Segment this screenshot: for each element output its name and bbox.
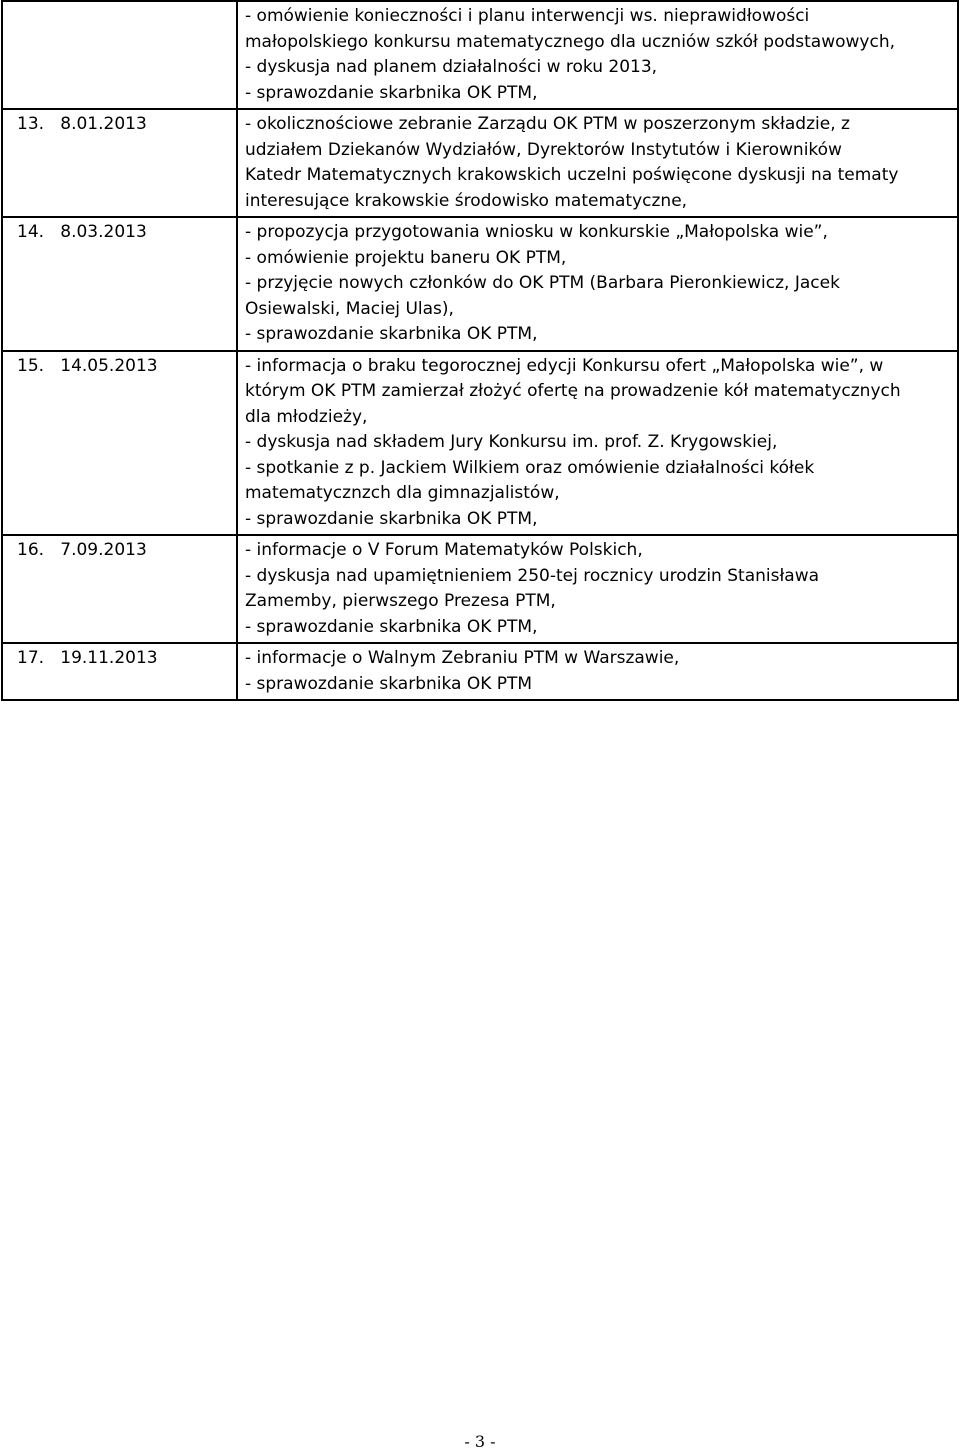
agenda-line: Katedr Matematycznych krakowskich uczelni poświęcone dyskusji na tematy [245, 165, 899, 185]
agenda-line: interesujące krakowskie środowisko matematyczne, [245, 190, 688, 211]
agenda-line: - informacja o braku tegorocznej edycji Konkursu ofert „Małopolska wie”, w [245, 355, 884, 376]
agenda-line: matematycznzch dla gimnazjalistów, [245, 483, 560, 503]
agenda-line: - sprawozdanie skarbnika OK PTM [245, 673, 533, 694]
meeting-agenda [237, 217, 958, 351]
meeting-date: 16. 7.09.2013 [2, 535, 237, 643]
agenda-line: - okolicznościowe zebranie Zarządu OK PTM w poszerzonym składzie, z [245, 114, 850, 134]
agenda-line: - sprawozdanie skarbnika OK PTM, [245, 616, 538, 637]
agenda-line: - sprawozdanie skarbnika OK PTM, [245, 82, 538, 103]
table-row [2, 217, 958, 351]
agenda-line: - dyskusja nad składem Jury Konkursu im. prof. Z. Krygowskiej, [245, 432, 778, 452]
meeting-agenda [237, 643, 958, 700]
meeting-date: 15. 14.05.2013 [2, 351, 237, 536]
meeting-agenda [237, 535, 958, 643]
agenda-line: - dyskusja nad planem działalności w roku 2013, [245, 57, 658, 77]
meeting-agenda [237, 109, 958, 217]
agenda-line: małopolskiego konkursu matematycznego dla uczniów szkół podstawowych, [245, 31, 896, 52]
agenda-line: - informacje o V Forum Matematyków Polskich, [245, 540, 643, 560]
table-row [2, 1, 958, 109]
table-row [2, 643, 958, 700]
meeting-date: 14. 8.03.2013 [2, 217, 237, 351]
agenda-line: - omówienie konieczności i planu interwencji ws. nieprawidłowości [245, 6, 810, 26]
meeting-date: 17. 19.11.2013 [2, 643, 237, 700]
agenda-line: - sprawozdanie skarbnika OK PTM, [245, 508, 538, 529]
agenda-line: - spotkanie z p. Jackiem Wilkiem oraz omówienie działalności kółek [245, 457, 815, 478]
meeting-agenda [237, 351, 958, 536]
agenda-line: - sprawozdanie skarbnika OK PTM, [245, 324, 538, 344]
table-row [2, 109, 958, 217]
table-row [2, 351, 958, 536]
page-number: - 3 - [464, 1432, 496, 1451]
meeting-date: 13. 8.01.2013 [2, 109, 237, 217]
agenda-line: Osiewalski, Maciej Ulas), [245, 298, 454, 319]
agenda-line: którym OK PTM zamierzał złożyć ofertę na prowadzenie kół matematycznych [245, 381, 901, 401]
agenda-line: - dyskusja nad upamiętnieniem 250-tej rocznicy urodzin Stanisława [245, 565, 820, 586]
agenda-line: - informacje o Walnym Zebraniu PTM w Warszawie, [245, 648, 680, 668]
agenda-line: - omówienie projektu baneru OK PTM, [245, 247, 567, 268]
agenda-line: Zamemby, pierwszego Prezesa PTM, [245, 591, 556, 611]
meeting-agenda [237, 1, 958, 109]
meeting-date [2, 1, 237, 109]
agenda-line: udziałem Dziekanów Wydziałów, Dyrektorów Instytutów i Kierowników [245, 139, 842, 160]
agenda-line: dla młodzieży, [245, 406, 368, 427]
agenda-line: - przyjęcie nowych członków do OK PTM (Barbara Pieronkiewicz, Jacek [245, 273, 840, 293]
table-row [2, 535, 958, 643]
meetings-table [1, 0, 959, 701]
agenda-line: - propozycja przygotowania wniosku w konkurskie „Małopolska wie”, [245, 222, 828, 242]
